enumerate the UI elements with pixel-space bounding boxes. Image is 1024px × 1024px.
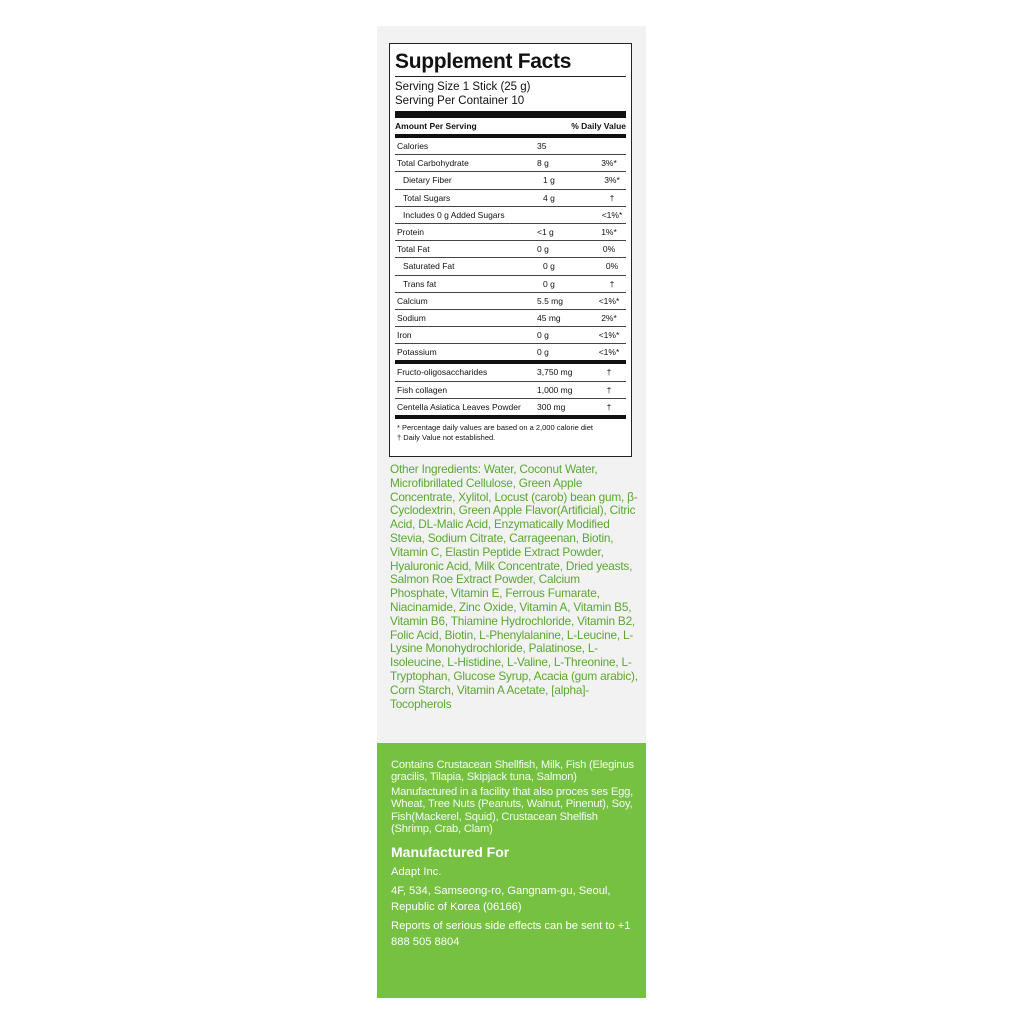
facts-row [395, 171, 626, 188]
facts-header [395, 118, 626, 134]
row-name: Centella Asiatica Leaves Powder [397, 401, 521, 412]
facts-row [395, 154, 626, 171]
row-dv: † [606, 401, 612, 412]
facts-row [395, 381, 626, 398]
facts-row [395, 292, 626, 309]
row-dv: <1%* [598, 330, 620, 341]
facts-row [395, 275, 626, 292]
facts-row [395, 223, 626, 240]
row-dv: 0% [602, 244, 616, 255]
facts-row [395, 240, 626, 257]
facts-row [395, 206, 626, 223]
side-effects-report: Reports of serious side effects can be sent to +1 888 505 8804 [391, 920, 631, 949]
facts-row [395, 364, 626, 380]
row-amount: 0 g [537, 347, 549, 358]
row-name: Fructo-oligosaccharides [397, 367, 488, 378]
row-dv: <1%* [598, 295, 620, 306]
row-dv: <1%* [598, 347, 620, 358]
row-name: Total Fat [397, 244, 430, 255]
row-amount: 3,750 mg [537, 367, 573, 378]
servings-per-container: Serving Per Container 10 [395, 95, 525, 107]
row-amount: 0 g [543, 261, 555, 272]
row-name: Potassium [397, 347, 437, 358]
row-amount: 0 g [537, 244, 549, 255]
daily-value-label: % Daily Value [571, 121, 626, 131]
row-amount: 300 mg [537, 401, 566, 412]
facts-row [395, 138, 626, 154]
row-name: Fish collagen [397, 384, 448, 395]
row-name: Iron [397, 330, 412, 341]
facts-row [395, 326, 626, 343]
facts-row [395, 398, 626, 415]
footnote-not-established: † Daily Value not established. [397, 433, 496, 442]
facts-row [395, 343, 626, 360]
row-dv: 2%* [601, 312, 617, 323]
other-ingredients: Other Ingredients: Water, Coconut Water, Microfibrillated Cellulose, Green Apple Concentrate, Xylitol, Locust (carob) bean gum, β-Cyclodextrin, Green Apple Flavor(Artificial), Citric Acid, DL-Malic Acid, Enzymatically Modified Stevia, Sodium Citrate, Carrageenan, Biotin, Vitamin C, Elastin Peptide Extract Powder, Hyaluronic Acid, Milk Concentrate, Dried yeasts, Salmon Roe Extract Powder, Calcium Phosphate, Vitamin E, Ferrous Fumarate, Niacinamide, Zinc Oxide, Vitamin A, Vitamin B5, Vitamin B6, Thiamine Hydrochloride, Vitamin B2, Folic Acid, Biotin, L-Phenylalanine, L-Leucine, L-Lysine Monohydrochloride, Palatinose, L-Isoleucine, L-Histidine, L-Valine, L-Threonine, L-Tryptophan, Glucose Syrup, Acacia (gum arabic), Corn Starch, Vitamin A Acetate, [alpha]-Tocopherols [390, 462, 638, 711]
facts-row [395, 257, 626, 274]
allergen-contains: Contains Crustacean Shellfish, Milk, Fish (Eleginus gracilis, Tilapia, Skipjack tuna, Salmon) [391, 759, 634, 784]
row-dv: 3%* [604, 175, 620, 186]
row-dv [592, 138, 626, 154]
row-dv: † [609, 192, 615, 203]
row-dv: † [606, 384, 612, 395]
thick-divider [395, 111, 626, 118]
row-amount: 5.5 mg [537, 295, 563, 306]
row-name: Calories [397, 141, 429, 151]
allergen-and-manufacturer-info [391, 759, 639, 950]
row-dv: † [606, 367, 612, 378]
row-amount: 35 [537, 141, 547, 151]
row-name: Total Carbohydrate [397, 158, 469, 169]
row-dv: 0% [605, 261, 619, 272]
row-name: Protein [397, 226, 424, 237]
footnote-daily-value: * Percentage daily values are based on a 2,000 calorie diet [397, 423, 593, 432]
row-amount: 45 mg [537, 312, 561, 323]
row-amount [543, 207, 598, 223]
facts-title: Supplement Facts [395, 50, 626, 77]
row-dv: <1%* [601, 209, 623, 220]
row-name: Includes 0 g Added Sugars [403, 209, 505, 220]
row-dv: 3%* [601, 158, 617, 169]
facts-footnotes [395, 419, 626, 443]
row-dv: 1%* [601, 226, 617, 237]
row-dv: † [609, 278, 615, 289]
allergen-facility: Manufactured in a facility that also proces ses Egg, Wheat, Tree Nuts (Peanuts, Walnut, Pinenut), Soy, Fish(Mackerel, Squid), Crustacean Shelfish (Shrimp, Crab, Clam) [391, 785, 634, 836]
row-name: Dietary Fiber [403, 175, 452, 186]
row-amount: <1 g [537, 226, 554, 237]
facts-row [395, 309, 626, 326]
row-amount: 1 g [543, 175, 555, 186]
row-name: Total Sugars [403, 192, 451, 203]
manufactured-for-heading: Manufactured For [391, 844, 510, 861]
serving-size: Serving Size 1 Stick (25 g) [395, 81, 531, 93]
row-name: Sodium [397, 312, 426, 323]
row-name: Calcium [397, 295, 428, 306]
row-name: Trans fat [403, 278, 437, 289]
supplement-facts-box [389, 43, 632, 457]
row-amount: 1,000 mg [537, 384, 573, 395]
row-amount: 0 g [543, 278, 555, 289]
row-amount: 4 g [543, 192, 555, 203]
row-amount: 0 g [537, 330, 549, 341]
manufacturer-name: Adapt Inc. [391, 866, 442, 879]
row-name: Saturated Fat [403, 261, 455, 272]
row-amount: 8 g [537, 158, 549, 169]
amount-per-serving-label: Amount Per Serving [395, 121, 477, 131]
facts-row [395, 189, 626, 206]
manufacturer-address: 4F, 534, Samseong-ro, Gangnam-gu, Seoul, Republic of Korea (06166) [391, 885, 611, 914]
